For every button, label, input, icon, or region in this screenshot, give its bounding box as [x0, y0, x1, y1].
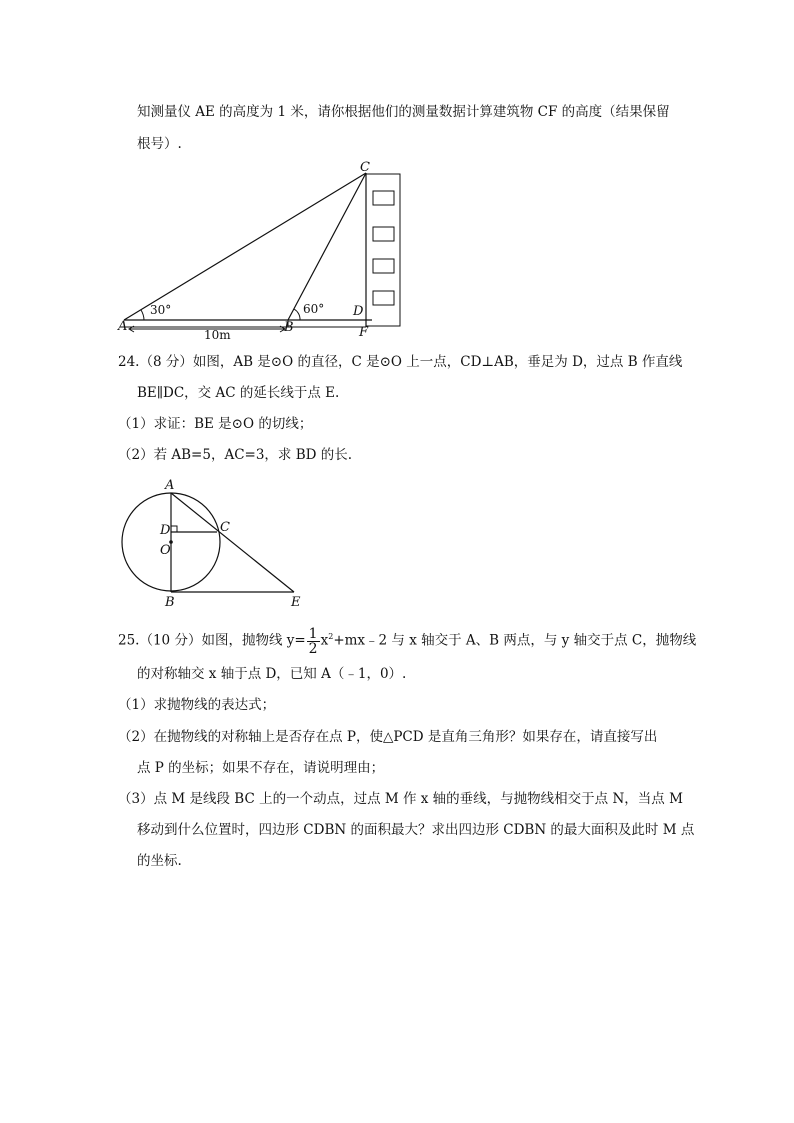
right-angle-mark [171, 526, 177, 532]
line-ac [124, 173, 366, 320]
label-b: B [284, 320, 294, 335]
q25-part-3b: 移动到什么位置时，四边形 CDBN 的面积最大？求出四边形 CDBN 的最大面积及此时 M 点 [137, 822, 695, 838]
q25-line-2: 的对称轴交 x 轴于点 D，已知 A（﹣1，0）. [137, 666, 407, 682]
q25-part-3a: （3）点 M 是线段 BC 上的一个动点，过点 M 作 x 轴的垂线，与抛物线相交于点 N，当点 M [118, 791, 683, 807]
q25-part-3c: 的坐标. [137, 853, 182, 869]
q25-part-2b: 点 P 的坐标；如果不存在，请说明理由； [137, 760, 385, 776]
circle-figure [110, 475, 310, 613]
intro-line-2: 根号）. [137, 136, 182, 152]
angle-arc-b [294, 309, 300, 320]
distance-label: 10m [204, 328, 231, 340]
q25-part-1: （1）求抛物线的表达式； [118, 697, 276, 713]
fraction-denominator: 2 [308, 640, 318, 657]
building [366, 174, 400, 326]
intro-line-1: 知测量仪 AE 的高度为 1 米，请你根据他们的测量数据计算建筑物 CF 的高度（结果保留 [137, 104, 670, 120]
window [373, 227, 394, 241]
label-d: D [353, 304, 364, 319]
q25-part-2a: （2）在抛物线的对称轴上是否存在点 P，使△PCD 是直角三角形？如果存在，请直接写出 [118, 729, 658, 745]
label-c: C [220, 520, 230, 535]
label-e: E [291, 595, 301, 610]
label-o: O [160, 543, 171, 558]
angle-60-label: 60° [303, 302, 325, 316]
label-c: C [360, 160, 370, 175]
label-f: F [359, 325, 369, 340]
label-b: B [165, 595, 175, 610]
label-a: A [165, 478, 175, 493]
window [373, 291, 394, 305]
q25-x: x [320, 632, 329, 649]
q25-square: 2 [328, 632, 334, 641]
window [373, 259, 394, 273]
label-d: D [160, 523, 171, 538]
fraction-numerator: 1 [308, 625, 318, 642]
q24-part-1: （1）求证：BE 是⊙O 的切线； [118, 416, 313, 432]
fraction-half [307, 627, 320, 656]
q25-suffix: +mx﹣2 与 x 轴交于 A、B 两点，与 y 轴交于点 C，抛物线 [333, 632, 697, 649]
q25-prefix: 25.（10 分）如图，抛物线 y= [118, 632, 306, 649]
angle-arc-a [141, 310, 144, 320]
q25-line-1 [118, 623, 696, 656]
angle-30-label: 30° [150, 303, 172, 317]
q24-line-2: BE∥DC，交 AC 的延长线于点 E. [137, 385, 340, 401]
line-ae [171, 493, 294, 592]
q24-line-1: 24.（8 分）如图，AB 是⊙O 的直径，C 是⊙O 上一点，CD⊥AB，垂足为 D，过点 B 作直线 [118, 354, 683, 370]
line-bc [288, 173, 366, 320]
window [373, 191, 394, 205]
building-figure [110, 160, 410, 340]
q24-part-2: （2）若 AB=5，AC=3，求 BD 的长. [118, 447, 353, 463]
label-a: A [118, 319, 128, 334]
